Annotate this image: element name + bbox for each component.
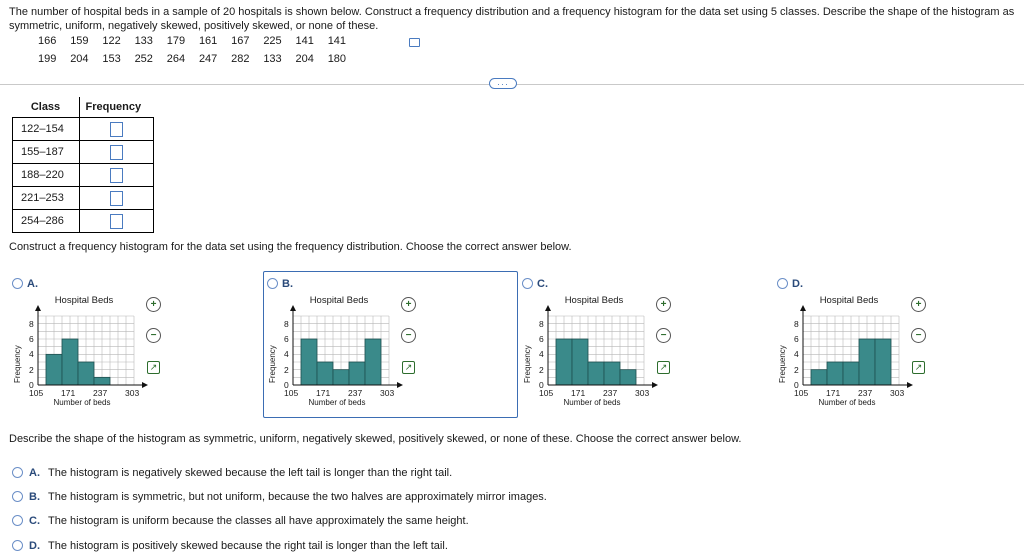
x-axis-arrow (142, 382, 148, 388)
histogram-bar (365, 339, 381, 385)
histogram-bar (604, 362, 620, 385)
shape-option-a-radio[interactable] (12, 467, 23, 478)
frequency-input[interactable] (110, 168, 123, 183)
header-class: Class (13, 97, 80, 118)
histogram-option-c-radio[interactable] (522, 278, 533, 289)
y-tick-label: 8 (284, 318, 289, 329)
popout-icon[interactable]: ↗ (147, 361, 160, 374)
copy-icon[interactable] (409, 38, 420, 47)
x-axis-label: Number of beds (818, 398, 876, 407)
histogram-chart (289, 306, 401, 391)
histogram-bar (556, 339, 572, 385)
histogram-bar (827, 362, 843, 385)
histogram-bar (62, 339, 78, 385)
shape-option-d-text[interactable]: The histogram is positively skewed because the right tail is longer than the left tail. (48, 540, 448, 552)
data-value: 159 (70, 35, 89, 47)
y-tick-label: 2 (29, 364, 34, 375)
popout-icon[interactable]: ↗ (402, 361, 415, 374)
frequency-input[interactable] (110, 122, 123, 137)
histogram-bar (349, 362, 365, 385)
table-row (13, 210, 154, 233)
shape-option-c-radio[interactable] (12, 515, 23, 526)
data-value: 247 (198, 53, 218, 65)
histogram-bar (317, 362, 333, 385)
shape-option-c-letter: C. (29, 515, 40, 527)
chart-title: Hospital Beds (564, 295, 624, 306)
data-value: 166 (38, 35, 57, 47)
histogram-bar (859, 339, 875, 385)
histogram-bar (620, 370, 636, 385)
y-tick-label: 4 (539, 349, 544, 360)
zoom-in-icon[interactable]: + (146, 297, 161, 312)
shape-option-b-letter: B. (29, 491, 40, 503)
y-axis-label: Frequency (13, 345, 22, 383)
data-value: 133 (134, 35, 153, 47)
x-tick-label: 237 (603, 388, 618, 398)
y-axis-arrow (290, 305, 296, 311)
chart-title: Hospital Beds (309, 295, 369, 306)
frequency-input[interactable] (110, 214, 123, 229)
x-tick-label: 237 (93, 388, 108, 398)
y-tick-label: 4 (284, 349, 289, 360)
histogram-bar (572, 339, 588, 385)
data-value: 141 (295, 35, 314, 47)
histogram-prompt: Construct a frequency histogram for the data set using the frequency distribution. Choose the correct answer below. (9, 241, 572, 253)
y-tick-label: 8 (794, 318, 799, 329)
histogram-bar (46, 354, 62, 385)
x-tick-label: 171 (61, 388, 76, 398)
y-axis-arrow (800, 305, 806, 311)
y-tick-label: 0 (284, 380, 289, 390)
table-row (13, 141, 154, 164)
frequency-input[interactable] (110, 191, 123, 206)
chart-title: Hospital Beds (819, 295, 879, 306)
histogram-chart (799, 306, 911, 391)
data-value: 252 (134, 53, 153, 65)
data-value: 282 (231, 53, 250, 65)
histogram-option-c-letter: C. (537, 278, 548, 290)
zoom-in-icon[interactable]: + (401, 297, 416, 312)
data-value: 153 (102, 53, 121, 65)
data-value: 225 (263, 35, 282, 47)
x-axis-label: Number of beds (563, 398, 621, 407)
popout-icon[interactable]: ↗ (657, 361, 670, 374)
shape-option-a-letter: A. (29, 467, 40, 479)
y-tick-label: 0 (794, 380, 799, 390)
histogram-option-d-radio[interactable] (777, 278, 788, 289)
class-cell: 155–187 (13, 141, 80, 164)
x-axis-arrow (907, 382, 913, 388)
zoom-out-icon[interactable]: − (401, 328, 416, 343)
data-value: 204 (70, 53, 89, 65)
class-cell: 221–253 (13, 187, 80, 210)
histogram-option-b-radio[interactable] (267, 278, 278, 289)
y-tick-label: 2 (284, 364, 289, 375)
popout-icon[interactable]: ↗ (912, 361, 925, 374)
shape-option-b-radio[interactable] (12, 491, 23, 502)
table-row (13, 164, 154, 187)
histogram-bar (843, 362, 859, 385)
shape-prompt: Describe the shape of the histogram as symmetric, uniform, negatively skewed, positively skewed, or none of these. Choose the correct answer below. (9, 433, 742, 445)
x-tick-label: 105 (794, 388, 809, 398)
y-tick-label: 8 (29, 318, 34, 329)
zoom-out-icon[interactable]: − (911, 328, 926, 343)
x-tick-label: 171 (316, 388, 331, 398)
class-cell: 122–154 (13, 118, 80, 141)
y-tick-label: 4 (29, 349, 34, 360)
data-value: 199 (38, 53, 57, 65)
histogram-option-b-letter: B. (282, 278, 293, 290)
y-axis-arrow (35, 305, 41, 311)
table-row (13, 187, 154, 210)
shape-option-c-text[interactable]: The histogram is uniform because the classes all have approximately the same height. (48, 515, 469, 527)
y-axis-label: Frequency (523, 345, 532, 383)
data-row-1 (38, 35, 360, 47)
histogram-chart (34, 306, 146, 391)
histogram-option-a-letter: A. (27, 278, 38, 290)
data-value: 204 (295, 53, 314, 65)
x-tick-label: 105 (29, 388, 44, 398)
x-tick-label: 237 (858, 388, 873, 398)
chart-title: Hospital Beds (54, 295, 114, 306)
y-axis-label: Frequency (778, 345, 787, 383)
histogram-bar (78, 362, 94, 385)
data-value: 179 (166, 35, 186, 47)
question-text: The number of hospital beds in a sample of 20 hospitals is shown below. Construct a frequency distribution and a frequency histogram for the data set using 5 classes. Describe the shape of the histogram as symmetric, uniform, negatively skewed, positively skewed, or none of these. (9, 6, 1015, 32)
x-tick-label: 105 (539, 388, 554, 398)
x-tick-label: 171 (571, 388, 586, 398)
y-axis-label: Frequency (268, 345, 277, 383)
y-tick-label: 6 (29, 334, 34, 344)
data-value: 133 (263, 53, 282, 65)
x-tick-label: 237 (348, 388, 363, 398)
frequency-table (12, 97, 154, 233)
x-axis-label: Number of beds (53, 398, 111, 407)
y-axis-arrow (545, 305, 551, 311)
histogram-bar (588, 362, 604, 385)
data-value: 180 (327, 53, 347, 65)
data-value: 167 (231, 35, 250, 47)
y-tick-label: 2 (794, 364, 799, 375)
shape-option-b-text[interactable]: The histogram is symmetric, but not uniform, because the two halves are approximately mirror images. (48, 491, 547, 503)
x-tick-label: 303 (125, 388, 140, 398)
y-tick-label: 8 (539, 318, 544, 329)
y-tick-label: 0 (539, 380, 544, 390)
x-axis-arrow (652, 382, 658, 388)
class-cell: 188–220 (13, 164, 80, 187)
data-value: 122 (102, 35, 121, 47)
frequency-input[interactable] (110, 145, 123, 160)
shape-option-d-radio[interactable] (12, 540, 23, 551)
data-value: 141 (327, 35, 347, 47)
x-tick-label: 303 (380, 388, 395, 398)
y-tick-label: 6 (284, 334, 289, 344)
y-tick-label: 6 (794, 334, 799, 344)
x-tick-label: 303 (890, 388, 905, 398)
more-button[interactable]: ··· (489, 78, 517, 89)
x-tick-label: 171 (826, 388, 841, 398)
histogram-bar (301, 339, 317, 385)
histogram-option-d-letter: D. (792, 278, 803, 290)
shape-option-a-text[interactable]: The histogram is negatively skewed because the left tail is longer than the right tail. (48, 467, 453, 479)
x-tick-label: 303 (635, 388, 650, 398)
histogram-bar (94, 377, 110, 385)
histogram-option-a-radio[interactable] (12, 278, 23, 289)
y-tick-label: 2 (539, 364, 544, 375)
header-frequency: Frequency (79, 97, 154, 118)
y-tick-label: 0 (29, 380, 34, 390)
zoom-out-icon[interactable]: − (656, 328, 671, 343)
data-value: 264 (166, 53, 186, 65)
table-row (13, 118, 154, 141)
y-tick-label: 4 (794, 349, 799, 360)
x-axis-label: Number of beds (308, 398, 366, 407)
y-tick-label: 6 (539, 334, 544, 344)
zoom-in-icon[interactable]: + (911, 297, 926, 312)
histogram-bar (811, 370, 827, 385)
histogram-bar (875, 339, 891, 385)
histogram-chart (544, 306, 656, 391)
zoom-out-icon[interactable]: − (146, 328, 161, 343)
zoom-in-icon[interactable]: + (656, 297, 671, 312)
histogram-bar (333, 370, 349, 385)
data-value: 161 (198, 35, 218, 47)
shape-option-d-letter: D. (29, 540, 40, 552)
data-row-2 (38, 53, 360, 65)
x-tick-label: 105 (284, 388, 299, 398)
class-cell: 254–286 (13, 210, 80, 233)
